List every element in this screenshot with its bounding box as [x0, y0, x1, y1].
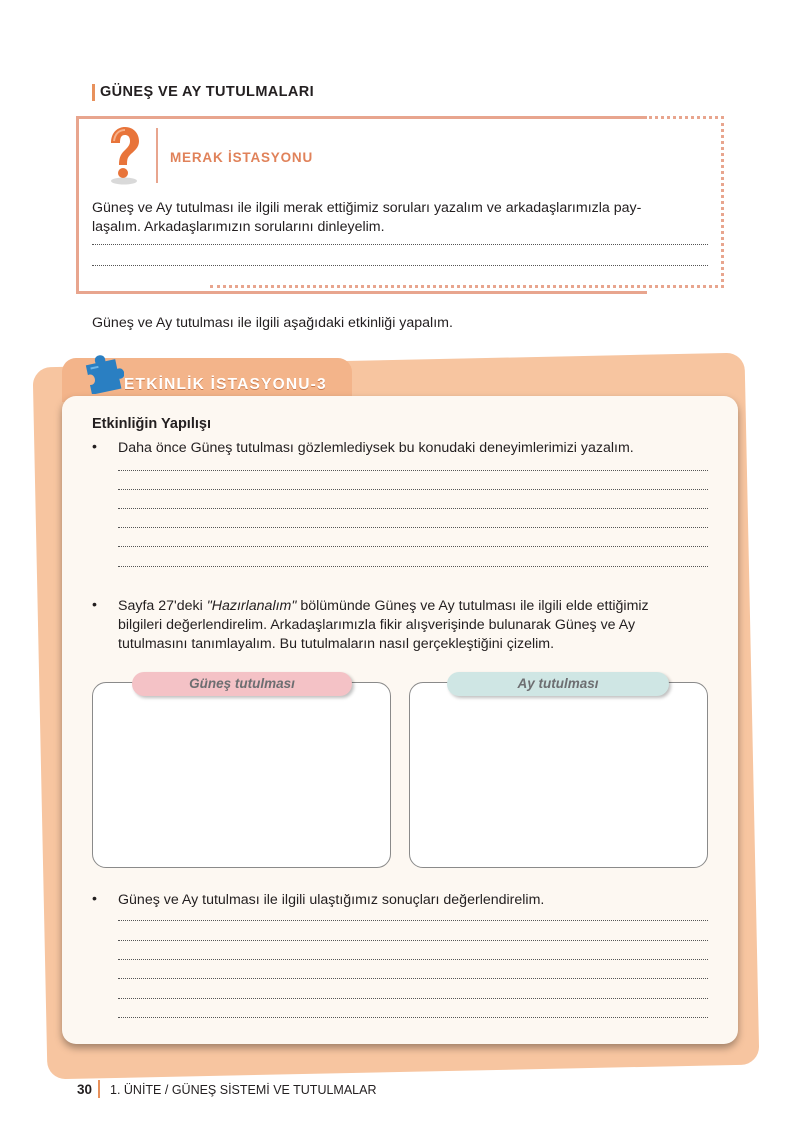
lunar-eclipse-label: Ay tutulması — [447, 672, 669, 696]
solar-eclipse-drawing-box[interactable] — [92, 682, 391, 868]
answer-line[interactable] — [118, 940, 708, 941]
answer-line[interactable] — [118, 508, 708, 509]
section-accent-bar — [92, 84, 95, 101]
bullet2-line2: bilgileri değerlendirelim. Arkadaşlarımızla fikir alışverişinde bulunarak Güneş ve Ay — [118, 617, 636, 633]
bullet1-text: Daha önce Güneş tutulması gözlemlediysek bu konudaki deneyimlerimizi yazalım. — [118, 440, 634, 456]
answer-line[interactable] — [118, 920, 708, 921]
answer-line[interactable] — [118, 959, 708, 960]
solar-eclipse-label: Güneş tutulması — [132, 672, 352, 696]
merak-box-dotted-right — [721, 116, 724, 288]
footer-accent-bar — [98, 1080, 100, 1098]
section-title: GÜNEŞ VE AY TUTULMALARI — [100, 84, 315, 100]
bullet2-line3: tutulmasını tanımlayalım. Bu tutulmaların nasıl gerçekleştiğini çizelim. — [118, 636, 555, 652]
answer-line[interactable] — [118, 489, 708, 490]
answer-line[interactable] — [118, 527, 708, 528]
answer-line[interactable] — [92, 265, 708, 266]
intro-text: Güneş ve Ay tutulması ile ilgili aşağıdaki etkinliği yapalım. — [92, 315, 453, 331]
merak-divider — [156, 128, 158, 183]
merak-text-line2: laşalım. Arkadaşlarımızın sorularını dinleyelim. — [92, 219, 385, 235]
footer-unit-title: 1. ÜNİTE / GÜNEŞ SİSTEMİ VE TUTULMALAR — [110, 1083, 377, 1097]
merak-box-dotted-bottom — [210, 285, 724, 288]
answer-line[interactable] — [92, 244, 708, 245]
answer-line[interactable] — [118, 546, 708, 547]
answer-line[interactable] — [118, 998, 708, 999]
activity-title: ETKİNLİK İSTASYONU-3 — [124, 376, 327, 393]
question-mark-icon — [104, 126, 144, 186]
bullet-marker: • — [92, 891, 97, 907]
answer-line[interactable] — [118, 1017, 708, 1018]
merak-label: MERAK İSTASYONU — [170, 150, 314, 165]
activity-subtitle: Etkinliğin Yapılışı — [92, 416, 211, 432]
answer-line[interactable] — [118, 470, 708, 471]
answer-line[interactable] — [118, 566, 708, 567]
bullet2-line1: Sayfa 27'deki "Hazırlanalım" bölümünde Güneş ve Ay tutulması ile ilgili elde ettiğimiz — [118, 598, 649, 614]
page-number: 30 — [77, 1082, 93, 1097]
bullet3-text: Güneş ve Ay tutulması ile ilgili ulaştığımız sonuçları değerlendirelim. — [118, 892, 545, 908]
bullet-marker: • — [92, 597, 97, 613]
lunar-eclipse-drawing-box[interactable] — [409, 682, 708, 868]
bullet-marker: • — [92, 439, 97, 455]
merak-box-dotted-top — [644, 116, 724, 119]
answer-line[interactable] — [118, 978, 708, 979]
puzzle-piece-icon — [82, 354, 124, 394]
merak-text-line1: Güneş ve Ay tutulması ile ilgili merak ettiğimiz soruları yazalım ve arkadaşlarımızla pay- — [92, 200, 642, 216]
